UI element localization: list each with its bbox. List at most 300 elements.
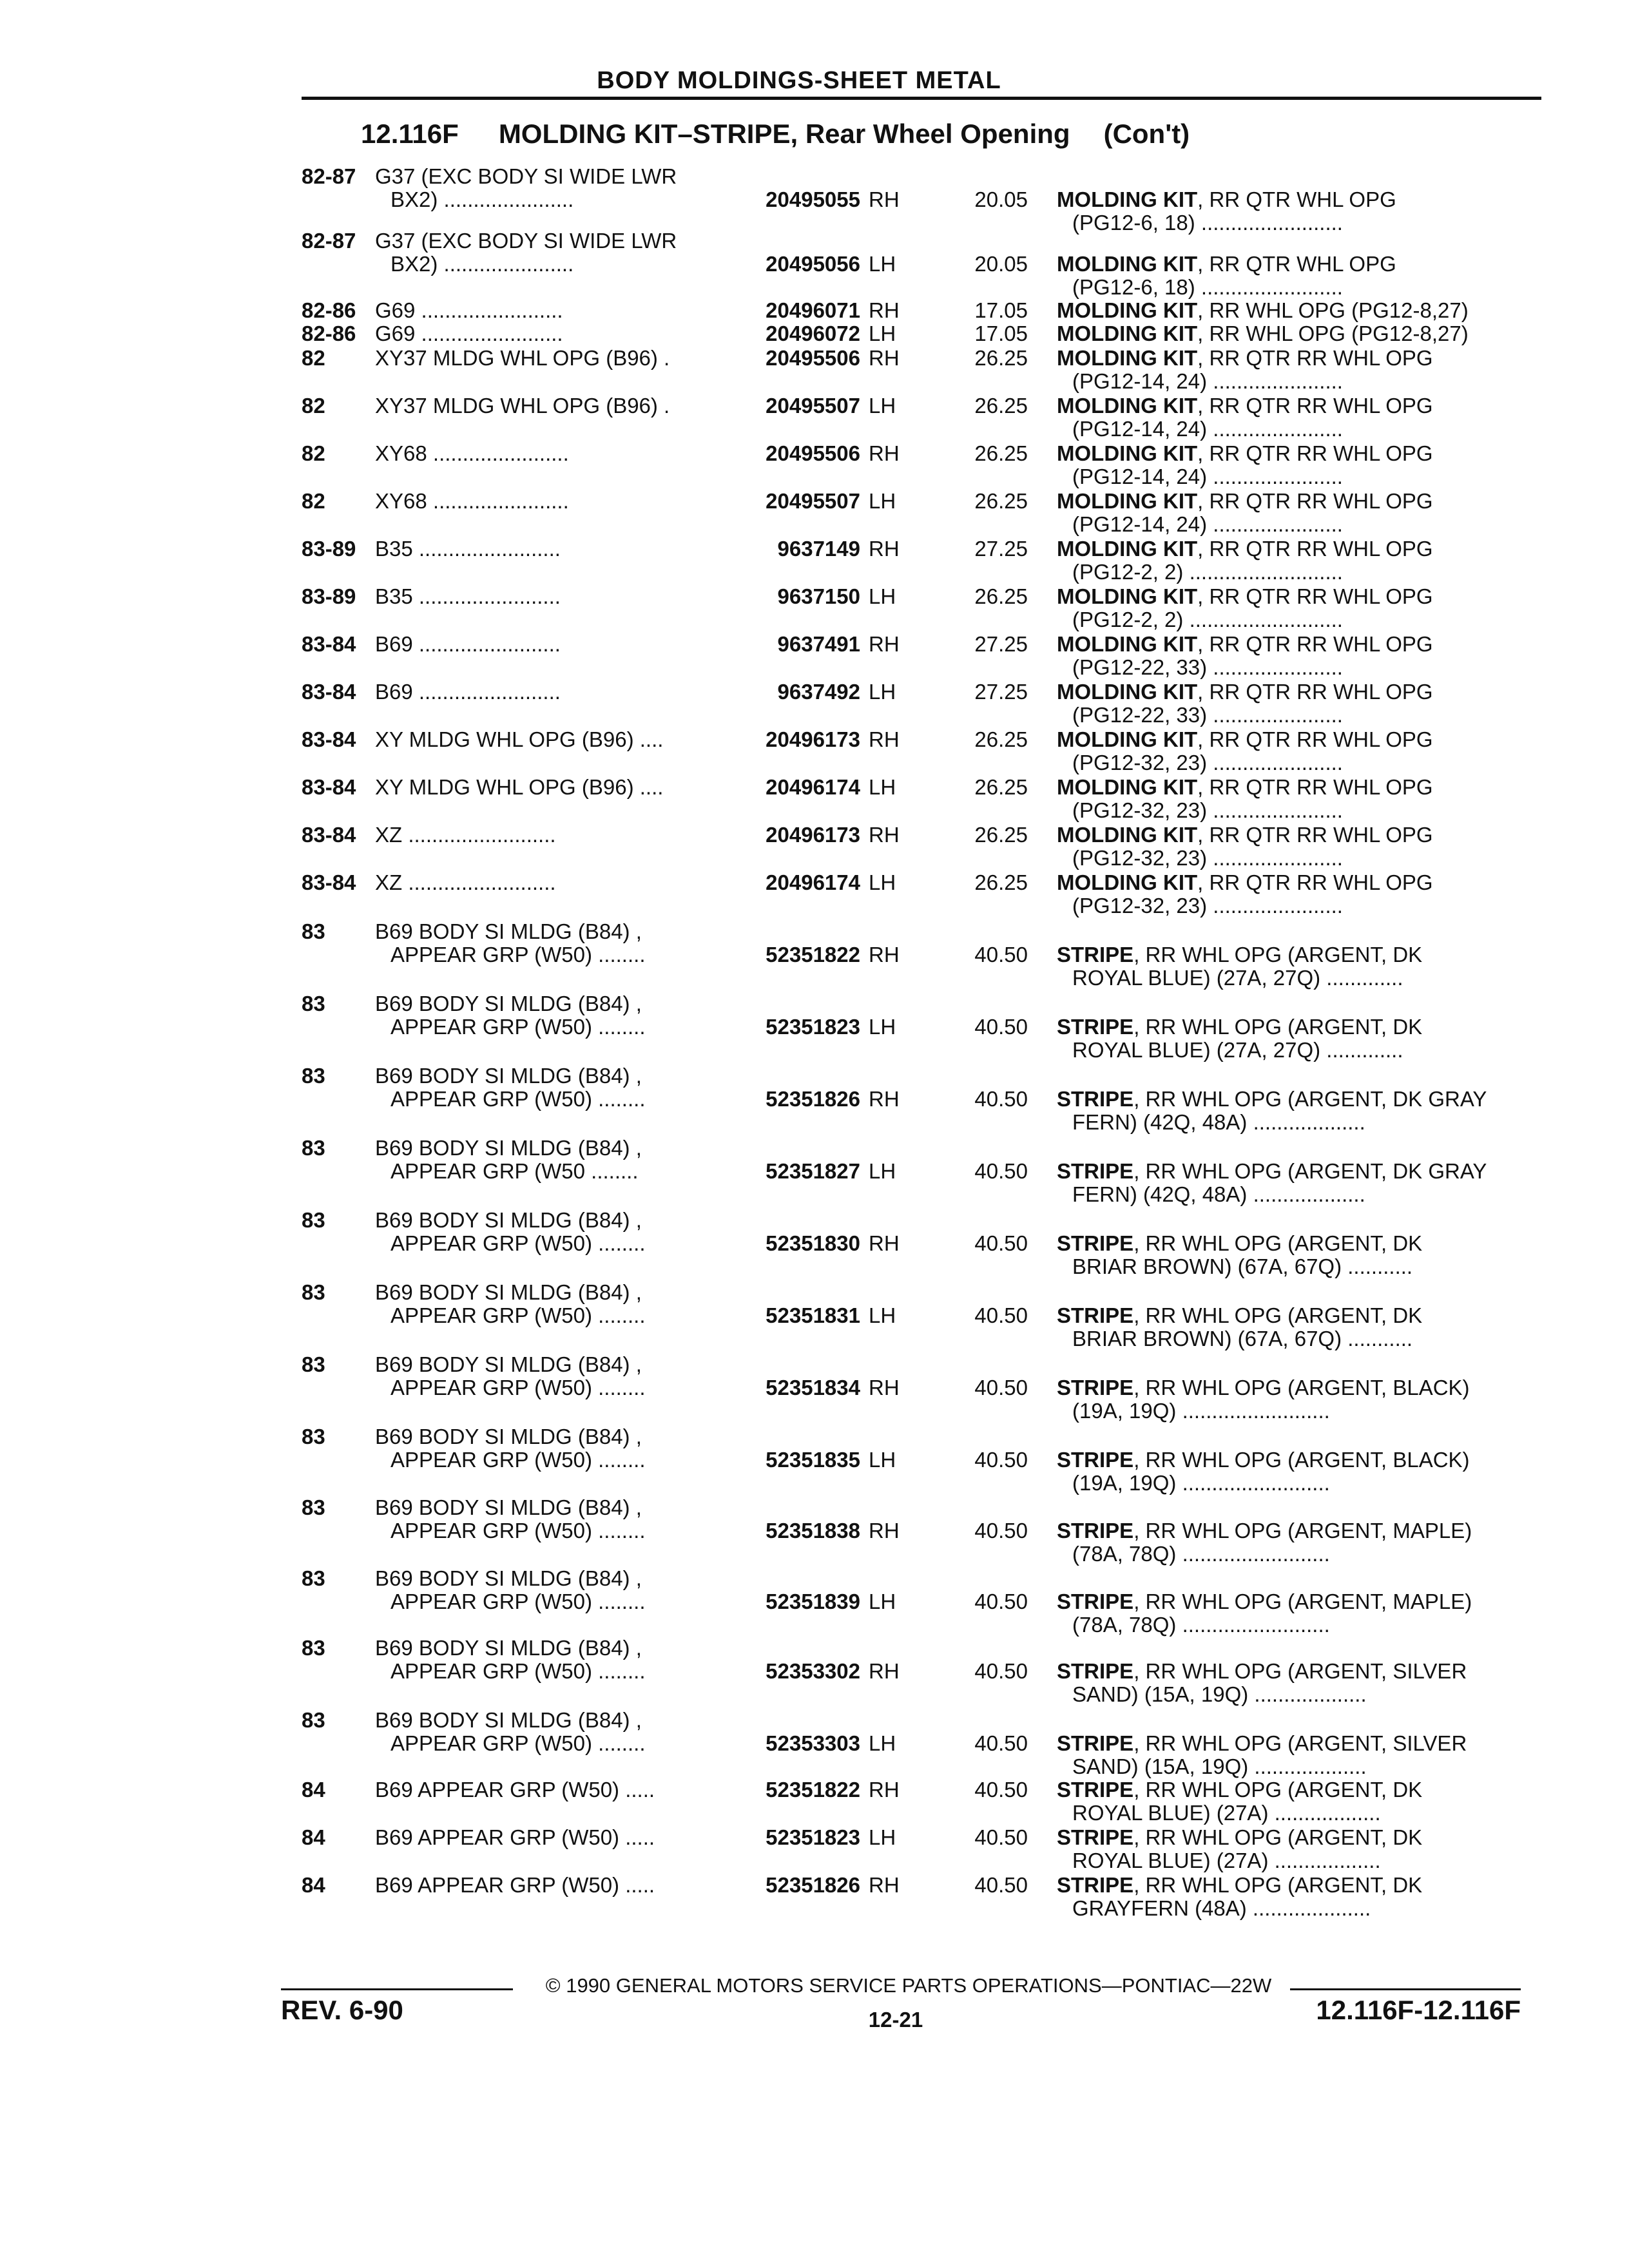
description-line-2: BRIAR BROWN) (67A, 67Q) ........... [1072, 1327, 1413, 1350]
part-description [1057, 322, 1521, 345]
year-range: 83-84 [302, 632, 356, 656]
model-description [375, 1353, 717, 1399]
part-description [1057, 585, 1521, 631]
model-line-1: B35 ........................ [375, 585, 561, 608]
description-line-1 [1057, 1519, 1521, 1542]
part-number: 52351823 [766, 1015, 860, 1039]
part-type: STRIPE [1057, 1660, 1134, 1683]
part-number: 52351831 [766, 1303, 860, 1327]
description-detail: , RR QTR RR WHL OPG [1197, 680, 1433, 704]
part-type: STRIPE [1057, 1088, 1134, 1111]
year-range: 83 [302, 1352, 325, 1376]
description-line-1 [1057, 1826, 1521, 1849]
description-line-1 [1057, 253, 1521, 276]
description-detail: , RR QTR RR WHL OPG [1197, 394, 1433, 418]
model-line-1: B69 ........................ [375, 633, 561, 656]
part-type: MOLDING KIT [1057, 442, 1198, 465]
description-detail: , RR QTR RR WHL OPG [1197, 585, 1433, 608]
side-code: RH [869, 727, 900, 751]
description-line-2: GRAYFERN (48A) .................... [1072, 1896, 1371, 1920]
part-description [1057, 1874, 1521, 1920]
description-detail: , RR WHL OPG (ARGENT, DK GRAY [1133, 1160, 1487, 1183]
model-description [375, 1209, 717, 1255]
model-line-2: APPEAR GRP (W50) ........ [390, 1519, 646, 1542]
model-line-1: B69 BODY SI MLDG (B84) , [375, 1709, 642, 1732]
description-line-2: (PG12-22, 33) ...................... [1072, 655, 1343, 679]
description-line-2: (PG12-22, 33) ...................... [1072, 703, 1343, 727]
side-code: LH [869, 870, 896, 894]
description-line-2: (PG12-32, 23) ...................... [1072, 751, 1343, 774]
part-description [1057, 188, 1521, 235]
side-code: RH [869, 823, 900, 847]
part-number: 52351822 [766, 1778, 860, 1802]
model-description [375, 992, 717, 1039]
model-description [375, 633, 717, 656]
part-type: STRIPE [1057, 1015, 1134, 1039]
part-number: 9637150 [777, 584, 860, 608]
model-description [375, 1874, 717, 1897]
model-line-1: B69 BODY SI MLDG (B84) , [375, 1064, 642, 1088]
year-range: 82 [302, 489, 325, 513]
year-range: 83 [302, 1566, 325, 1590]
description-detail: , RR WHL OPG (ARGENT, SILVER [1133, 1660, 1467, 1683]
part-type: MOLDING KIT [1057, 728, 1198, 751]
model-line-1: XZ ......................... [375, 823, 556, 847]
year-range: 82 [302, 394, 325, 418]
model-line-1: XY37 MLDG WHL OPG (B96) . [375, 394, 670, 418]
description-detail: , RR QTR RR WHL OPG [1197, 728, 1433, 751]
part-type: MOLDING KIT [1057, 537, 1198, 561]
description-detail: , RR WHL OPG (ARGENT, SILVER [1133, 1732, 1467, 1755]
part-number: 20495055 [766, 187, 860, 211]
description-detail: , RR WHL OPG (ARGENT, DK [1133, 1232, 1423, 1255]
description-line-1 [1057, 322, 1521, 345]
side-code: RH [869, 1873, 900, 1897]
part-number: 20496173 [766, 727, 860, 751]
year-range: 82-86 [302, 322, 356, 345]
side-code: RH [869, 1659, 900, 1683]
price: 26.25 [974, 489, 1028, 513]
description-detail: , RR QTR RR WHL OPG [1197, 633, 1433, 656]
part-number: 20495506 [766, 346, 860, 370]
price: 40.50 [974, 1376, 1028, 1399]
side-code: RH [869, 441, 900, 465]
model-line-1: XY68 ....................... [375, 442, 569, 465]
description-line-1 [1057, 1376, 1521, 1399]
part-type: MOLDING KIT [1057, 490, 1198, 513]
model-line-2: APPEAR GRP (W50) ........ [390, 1448, 646, 1472]
description-detail: , RR WHL OPG (PG12-8,27) [1197, 299, 1469, 322]
description-line-1 [1057, 1732, 1521, 1755]
description-detail: , RR QTR RR WHL OPG [1197, 871, 1433, 894]
price: 17.05 [974, 298, 1028, 322]
year-range: 82-87 [302, 229, 356, 253]
description-detail: , RR WHL OPG (ARGENT, MAPLE) [1133, 1519, 1472, 1542]
description-line-1 [1057, 1160, 1521, 1183]
footer-copyright: © 1990 GENERAL MOTORS SERVICE PARTS OPERATIONS—PONTIAC—22W [545, 1974, 1272, 1997]
price: 17.05 [974, 322, 1028, 345]
footer-page-number: 12-21 [868, 2008, 923, 2032]
model-line-1: B69 BODY SI MLDG (B84) , [375, 920, 642, 943]
model-description [375, 680, 717, 704]
description-line-1 [1057, 943, 1521, 966]
part-description [1057, 728, 1521, 774]
part-description [1057, 1232, 1521, 1278]
model-description [375, 490, 717, 513]
description-line-2: FERN) (42Q, 48A) ................... [1072, 1182, 1365, 1206]
side-code: RH [869, 298, 900, 322]
year-range: 83 [302, 1136, 325, 1160]
description-line-1 [1057, 442, 1521, 465]
model-description [375, 1778, 717, 1802]
year-range: 83-84 [302, 823, 356, 847]
year-range: 82-87 [302, 164, 356, 188]
part-type: STRIPE [1057, 1590, 1134, 1613]
part-description [1057, 1826, 1521, 1872]
model-line-2: APPEAR GRP (W50 ........ [390, 1159, 639, 1183]
description-detail: , RR WHL OPG (PG12-8,27) [1197, 322, 1469, 345]
description-line-1 [1057, 490, 1521, 513]
part-type: MOLDING KIT [1057, 823, 1198, 847]
description-detail: , RR QTR WHL OPG [1197, 188, 1396, 211]
model-description [375, 920, 717, 966]
side-code: RH [869, 187, 900, 211]
part-number: 52351839 [766, 1590, 860, 1613]
price: 26.25 [974, 870, 1028, 894]
part-description [1057, 490, 1521, 536]
description-detail: , RR QTR RR WHL OPG [1197, 823, 1433, 847]
description-line-2: (PG12-14, 24) ...................... [1072, 369, 1343, 393]
description-detail: , RR WHL OPG (ARGENT, MAPLE) [1133, 1590, 1472, 1613]
part-type: MOLDING KIT [1057, 776, 1198, 799]
part-number: 20496071 [766, 298, 860, 322]
footer-revision: REV. 6-90 [281, 1995, 403, 2025]
price: 40.50 [974, 943, 1028, 966]
part-type: MOLDING KIT [1057, 188, 1198, 211]
model-description [375, 1637, 717, 1683]
description-line-1 [1057, 871, 1521, 894]
model-line-2: BX2) ...................... [390, 187, 574, 211]
model-line-2: APPEAR GRP (W50) ........ [390, 1659, 646, 1683]
price: 26.25 [974, 823, 1028, 847]
description-detail: , RR QTR RR WHL OPG [1197, 537, 1433, 561]
model-description [375, 537, 717, 561]
description-line-2: ROYAL BLUE) (27A, 27Q) ............. [1072, 1038, 1403, 1062]
price: 26.25 [974, 441, 1028, 465]
model-description [375, 1137, 717, 1183]
year-range: 83 [302, 1425, 325, 1448]
description-line-1 [1057, 1448, 1521, 1472]
model-description [375, 776, 717, 799]
description-line-2: (PG12-32, 23) ...................... [1072, 894, 1343, 918]
price: 40.50 [974, 1825, 1028, 1849]
description-detail: , RR QTR RR WHL OPG [1197, 347, 1433, 370]
part-type: MOLDING KIT [1057, 871, 1198, 894]
description-detail: , RR WHL OPG (ARGENT, DK [1133, 1015, 1423, 1039]
part-type: MOLDING KIT [1057, 253, 1198, 276]
model-description [375, 823, 717, 847]
part-description [1057, 680, 1521, 727]
description-detail: , RR WHL OPG (ARGENT, BLACK) [1133, 1376, 1470, 1399]
model-line-1: B69 BODY SI MLDG (B84) , [375, 1209, 642, 1232]
year-range: 83 [302, 1064, 325, 1088]
model-description [375, 1496, 717, 1542]
description-detail: , RR WHL OPG (ARGENT, BLACK) [1133, 1448, 1470, 1472]
price: 40.50 [974, 1731, 1028, 1755]
part-description [1057, 1448, 1521, 1495]
year-range: 83 [302, 919, 325, 943]
part-type: MOLDING KIT [1057, 680, 1198, 704]
description-line-2: BRIAR BROWN) (67A, 67Q) ........... [1072, 1254, 1413, 1278]
description-line-1 [1057, 728, 1521, 751]
side-code: RH [869, 1376, 900, 1399]
part-number: 20495507 [766, 489, 860, 513]
model-description [375, 871, 717, 894]
side-code: RH [869, 1778, 900, 1802]
side-code: LH [869, 584, 896, 608]
price: 40.50 [974, 1303, 1028, 1327]
model-line-1: G69 ........................ [375, 299, 563, 322]
description-line-1 [1057, 394, 1521, 418]
price: 40.50 [974, 1231, 1028, 1255]
part-number: 52351838 [766, 1519, 860, 1542]
model-line-2: APPEAR GRP (W50) ........ [390, 1303, 646, 1327]
part-type: MOLDING KIT [1057, 299, 1198, 322]
description-line-2: (PG12-2, 2) .......................... [1072, 608, 1343, 631]
side-code: LH [869, 322, 896, 345]
model-line-1: G37 (EXC BODY SI WIDE LWR [375, 229, 677, 253]
description-line-2: (PG12-32, 23) ...................... [1072, 846, 1343, 870]
model-line-1: B69 BODY SI MLDG (B84) , [375, 1281, 642, 1304]
part-description [1057, 347, 1521, 393]
model-line-1: B35 ........................ [375, 537, 561, 561]
side-code: RH [869, 632, 900, 656]
part-description [1057, 537, 1521, 584]
description-detail: , RR QTR WHL OPG [1197, 253, 1396, 276]
part-number: 52351823 [766, 1825, 860, 1849]
part-description [1057, 1015, 1521, 1062]
description-line-2: (PG12-14, 24) ...................... [1072, 512, 1343, 536]
description-detail: , RR WHL OPG (ARGENT, DK [1133, 1874, 1423, 1897]
part-number: 9637491 [777, 632, 860, 656]
part-type: MOLDING KIT [1057, 347, 1198, 370]
part-number: 52353303 [766, 1731, 860, 1755]
side-code: RH [869, 1519, 900, 1542]
description-line-2: SAND) (15A, 19Q) ................... [1072, 1682, 1367, 1706]
year-range: 83 [302, 1495, 325, 1519]
description-line-2: (78A, 78Q) ......................... [1072, 1613, 1330, 1637]
part-number: 9637492 [777, 680, 860, 704]
year-range: 83-84 [302, 870, 356, 894]
part-description [1057, 1732, 1521, 1778]
year-range: 83 [302, 1208, 325, 1232]
model-description [375, 1567, 717, 1613]
model-line-2: APPEAR GRP (W50) ........ [390, 1590, 646, 1613]
price: 40.50 [974, 1519, 1028, 1542]
description-line-1 [1057, 1660, 1521, 1683]
description-line-2: ROYAL BLUE) (27A) .................. [1072, 1849, 1381, 1872]
model-line-1: B69 APPEAR GRP (W50) ..... [375, 1874, 655, 1897]
year-range: 83-84 [302, 680, 356, 704]
part-type: STRIPE [1057, 1448, 1134, 1472]
model-line-1: XZ ......................... [375, 871, 556, 894]
year-range: 83-89 [302, 537, 356, 561]
side-code: LH [869, 1590, 896, 1613]
price: 26.25 [974, 346, 1028, 370]
model-line-1: B69 BODY SI MLDG (B84) , [375, 1137, 642, 1160]
model-line-2: APPEAR GRP (W50) ........ [390, 1231, 646, 1255]
model-line-1: XY37 MLDG WHL OPG (B96) . [375, 347, 670, 370]
price: 27.25 [974, 537, 1028, 561]
part-description [1057, 1519, 1521, 1566]
year-range: 83-89 [302, 584, 356, 608]
side-code: LH [869, 1015, 896, 1039]
year-range: 82 [302, 441, 325, 465]
side-code: RH [869, 943, 900, 966]
section-continued: (Con't) [1103, 119, 1190, 149]
part-description [1057, 823, 1521, 870]
part-description [1057, 394, 1521, 441]
side-code: RH [869, 346, 900, 370]
description-line-2: (78A, 78Q) ......................... [1072, 1542, 1330, 1566]
price: 27.25 [974, 632, 1028, 656]
model-line-1: XY MLDG WHL OPG (B96) .... [375, 728, 664, 751]
side-code: LH [869, 680, 896, 704]
side-code: RH [869, 1087, 900, 1111]
part-number: 20495506 [766, 441, 860, 465]
part-number: 20496174 [766, 775, 860, 799]
model-description [375, 1826, 717, 1849]
page-header-title: BODY MOLDINGS-SHEET METAL [597, 67, 1001, 94]
model-description [375, 1709, 717, 1755]
model-line-2: APPEAR GRP (W50) ........ [390, 1376, 646, 1399]
part-type: MOLDING KIT [1057, 394, 1198, 418]
model-description [375, 165, 717, 211]
year-range: 82 [302, 346, 325, 370]
model-line-2: BX2) ...................... [390, 252, 574, 276]
description-line-2: (19A, 19Q) ......................... [1072, 1399, 1330, 1423]
description-line-2: (PG12-6, 18) ........................ [1072, 211, 1343, 235]
model-line-2: APPEAR GRP (W50) ........ [390, 1087, 646, 1111]
model-line-2: APPEAR GRP (W50) ........ [390, 943, 646, 966]
model-description [375, 394, 717, 418]
description-line-1 [1057, 1088, 1521, 1111]
model-line-1: XY68 ....................... [375, 490, 569, 513]
side-code: LH [869, 1731, 896, 1755]
description-line-1 [1057, 823, 1521, 847]
part-number: 52351835 [766, 1448, 860, 1472]
description-line-2: SAND) (15A, 19Q) ................... [1072, 1754, 1367, 1778]
description-line-1 [1057, 188, 1521, 211]
price: 26.25 [974, 584, 1028, 608]
model-line-1: B69 APPEAR GRP (W50) ..... [375, 1826, 655, 1849]
model-description [375, 728, 717, 751]
model-description [375, 442, 717, 465]
part-description [1057, 442, 1521, 488]
description-line-2: (PG12-14, 24) ...................... [1072, 417, 1343, 441]
part-description [1057, 1304, 1521, 1350]
model-line-1: B69 APPEAR GRP (W50) ..... [375, 1778, 655, 1802]
price: 40.50 [974, 1087, 1028, 1111]
price: 40.50 [974, 1873, 1028, 1897]
price: 26.25 [974, 775, 1028, 799]
description-detail: , RR WHL OPG (ARGENT, DK [1133, 1304, 1423, 1327]
description-detail: , RR QTR RR WHL OPG [1197, 490, 1433, 513]
price: 40.50 [974, 1159, 1028, 1183]
part-description [1057, 633, 1521, 679]
part-number: 20495507 [766, 394, 860, 418]
year-range: 84 [302, 1825, 325, 1849]
description-line-1 [1057, 347, 1521, 370]
year-range: 83 [302, 1636, 325, 1660]
model-description [375, 1281, 717, 1327]
part-type: STRIPE [1057, 1732, 1134, 1755]
year-range: 84 [302, 1873, 325, 1897]
part-number: 52351826 [766, 1087, 860, 1111]
part-number: 20496173 [766, 823, 860, 847]
side-code: LH [869, 489, 896, 513]
part-type: STRIPE [1057, 1778, 1134, 1802]
model-line-1: XY MLDG WHL OPG (B96) .... [375, 776, 664, 799]
part-number: 52351830 [766, 1231, 860, 1255]
price: 20.05 [974, 187, 1028, 211]
model-line-2: APPEAR GRP (W50) ........ [390, 1731, 646, 1755]
part-description [1057, 776, 1521, 822]
side-code: LH [869, 252, 896, 276]
side-code: LH [869, 775, 896, 799]
part-description [1057, 1088, 1521, 1134]
model-line-1: B69 BODY SI MLDG (B84) , [375, 1425, 642, 1448]
section-number: 12.116F [361, 119, 459, 149]
section-title: MOLDING KIT–STRIPE, Rear Wheel Opening [498, 119, 1070, 149]
description-line-1 [1057, 299, 1521, 322]
part-type: STRIPE [1057, 1826, 1134, 1849]
price: 27.25 [974, 680, 1028, 704]
side-code: LH [869, 1159, 896, 1183]
side-code: RH [869, 537, 900, 561]
part-number: 52351834 [766, 1376, 860, 1399]
description-line-1 [1057, 1015, 1521, 1039]
model-description [375, 1064, 717, 1111]
description-line-1 [1057, 1232, 1521, 1255]
side-code: LH [869, 394, 896, 418]
model-description [375, 585, 717, 608]
part-type: STRIPE [1057, 1874, 1134, 1897]
footer-rule-left [281, 1988, 513, 1990]
model-line-1: G69 ........................ [375, 322, 563, 345]
part-description [1057, 299, 1521, 322]
price: 40.50 [974, 1778, 1028, 1802]
part-number: 20496072 [766, 322, 860, 345]
description-detail: , RR WHL OPG (ARGENT, DK [1133, 1826, 1423, 1849]
description-detail: , RR WHL OPG (ARGENT, DK [1133, 1778, 1423, 1802]
model-line-1: B69 BODY SI MLDG (B84) , [375, 1353, 642, 1376]
price: 40.50 [974, 1448, 1028, 1472]
part-number: 20496174 [766, 870, 860, 894]
footer-section-range: 12.116F-12.116F [1316, 1995, 1521, 2025]
side-code: LH [869, 1448, 896, 1472]
part-number: 52353302 [766, 1659, 860, 1683]
description-line-1 [1057, 1304, 1521, 1327]
description-line-2: (PG12-32, 23) ...................... [1072, 798, 1343, 822]
description-detail: , RR WHL OPG (ARGENT, DK [1133, 943, 1423, 966]
part-type: MOLDING KIT [1057, 585, 1198, 608]
description-line-1 [1057, 1778, 1521, 1802]
part-type: STRIPE [1057, 943, 1134, 966]
part-number: 52351826 [766, 1873, 860, 1897]
part-description [1057, 943, 1521, 990]
part-type: STRIPE [1057, 1160, 1134, 1183]
